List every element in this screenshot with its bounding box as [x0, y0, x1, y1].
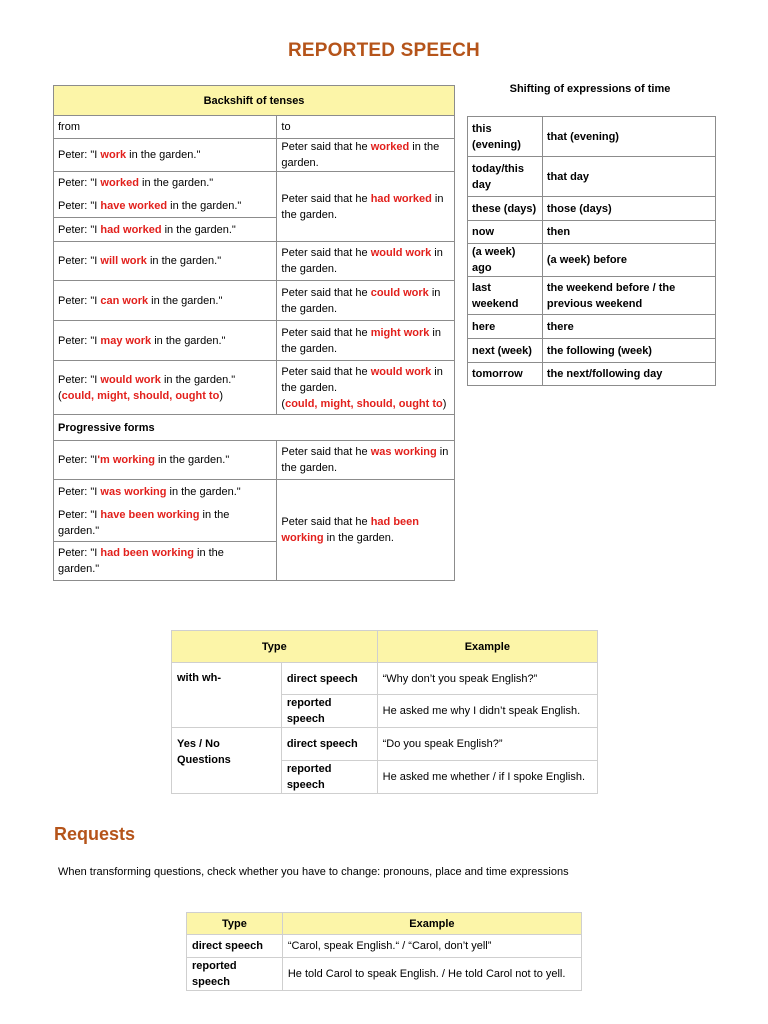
table-row: [172, 663, 598, 695]
col-to: to: [277, 116, 455, 139]
to-cell: Peter said that he had worked in the garden.: [277, 172, 455, 242]
garden-suffix: in the garden.: [323, 532, 394, 544]
table-row: [54, 480, 455, 505]
peter-prefix: Peter: "I: [58, 149, 101, 161]
time-from-cell: tomorrow: [468, 363, 543, 386]
from-cell: Peter: "I work in the garden.": [54, 139, 277, 172]
time-to-cell: the weekend before / the previous weekend: [542, 277, 715, 315]
peter-prefix: Peter: "I: [58, 373, 101, 386]
col-type: Type: [187, 913, 283, 935]
said-prefix: Peter said that he: [281, 192, 371, 205]
table-row: [468, 315, 716, 339]
time-to-cell: that (evening): [542, 117, 715, 157]
peter-prefix: Peter: "I: [58, 508, 101, 521]
to-cell: Peter said that he might work in the garden.: [277, 321, 455, 361]
peter-prefix: Peter: "I: [58, 334, 101, 347]
from-cell: Peter: "I may work in the garden.": [54, 321, 277, 361]
reported-label: reported speech: [187, 958, 283, 991]
garden-suffix: in the garden.": [155, 454, 230, 466]
time-to-cell: the following (week): [542, 339, 715, 363]
direct-label: direct speech: [281, 728, 377, 761]
table-row: [468, 197, 716, 221]
progressive-label: Progressive forms: [54, 415, 455, 441]
table-row: [54, 321, 455, 361]
peter-prefix: Peter: "I: [58, 177, 101, 190]
to-cell: Peter said that he would work in the garden.: [277, 242, 455, 281]
garden-suffix: in the garden.": [167, 199, 242, 212]
garden-suffix: in the: [199, 508, 230, 521]
reported-label: reported speech: [281, 761, 377, 794]
time-from-cell: (a week) ago: [468, 244, 543, 277]
time-to-cell: those (days): [542, 197, 715, 221]
time-to-cell: that day: [542, 157, 715, 197]
peter-prefix: Peter: "I: [58, 223, 101, 236]
table-row: [54, 242, 455, 281]
col-example: Example: [282, 913, 581, 935]
said-prefix: Peter said that he: [281, 516, 371, 528]
example-cell: “Carol, speak English.“ / “Carol, don’t yell”: [282, 935, 581, 958]
garden-suffix: in the garden.: [281, 247, 443, 275]
requests-table: [186, 912, 582, 991]
table-row: [468, 157, 716, 197]
peter-prefix: Peter: "I: [58, 486, 101, 499]
time-from-cell: these (days): [468, 197, 543, 221]
example-cell: He asked me whether / if I spoke English.: [377, 761, 597, 794]
from-cell: Peter: "I will work in the garden.": [54, 242, 277, 281]
garden-suffix: in the garden.: [281, 192, 444, 221]
requests-heading: Requests: [54, 824, 136, 844]
time-from-cell: now: [468, 221, 543, 244]
questions-table: [171, 630, 598, 794]
garden-suffix: in the garden.": [166, 486, 241, 499]
garden-suffix: in the garden.": [161, 223, 236, 236]
example-cell: “Why don’t you speak English?”: [377, 663, 597, 695]
garden-suffix: in the garden.": [160, 373, 236, 386]
time-to-cell: there: [542, 315, 715, 339]
time-from-cell: this (evening): [468, 117, 543, 157]
garden-suffix: in the garden.": [126, 149, 201, 161]
requests-note: When transforming questions, check whether you have to change: pronouns, place and time expressions: [58, 866, 569, 878]
backshift-table: [53, 85, 455, 581]
to-cell: Peter said that he was working in the garden.: [277, 441, 455, 480]
table-row: [468, 277, 716, 315]
garden-suffix: in the garden.: [281, 141, 440, 169]
peter-prefix: Peter: "I: [58, 255, 101, 267]
said-prefix: Peter said that he: [281, 326, 371, 339]
to-cell: Peter said that he had been working in the garden.: [277, 480, 455, 581]
yn-label: Yes / No Questions: [172, 728, 282, 794]
example-cell: He told Carol to speak English. / He told Carol not to yell.: [282, 958, 581, 991]
said-prefix: Peter said that he: [281, 365, 371, 378]
garden-suffix: in the garden.": [146, 255, 222, 267]
time-to-cell: (a week) before: [542, 244, 715, 277]
from-cell: Peter: "I have been working in the garden.": [54, 505, 277, 542]
said-prefix: Peter said that he: [281, 141, 371, 153]
backshift-header: Backshift of tenses: [54, 86, 455, 116]
reported-label: reported speech: [281, 695, 377, 728]
direct-label: direct speech: [187, 935, 283, 958]
table-row: [468, 339, 716, 363]
said-prefix: Peter said that he: [281, 446, 371, 458]
table-row: [172, 728, 598, 761]
time-to-cell: the next/following day: [542, 363, 715, 386]
col-example: Example: [377, 631, 597, 663]
time-from-cell: here: [468, 315, 543, 339]
table-row: [468, 221, 716, 244]
table-row: [54, 361, 455, 415]
time-from-cell: today/this day: [468, 157, 543, 197]
time-expressions-table: [467, 116, 716, 386]
page-title: REPORTED SPEECH: [288, 40, 480, 61]
time-table-caption: Shifting of expressions of time: [509, 83, 671, 95]
garden-suffix: in the: [193, 547, 224, 559]
table-row: [54, 139, 455, 172]
said-prefix: Peter said that he: [281, 247, 371, 259]
direct-label: direct speech: [281, 663, 377, 695]
said-prefix: Peter said that he: [281, 286, 371, 299]
col-from: from: [54, 116, 277, 139]
table-row: [187, 958, 582, 991]
from-cell: Peter: "I would work in the garden." (could, might, should, ought to): [54, 361, 277, 415]
table-row: [54, 172, 455, 195]
garden-suffix: in the garden.: [281, 446, 449, 474]
to-cell: Peter said that he worked in the garden.: [277, 139, 455, 172]
time-from-cell: last weekend: [468, 277, 543, 315]
from-cell: Peter: "I worked in the garden.": [54, 172, 277, 195]
from-cell: Peter: "I have worked in the garden.": [54, 195, 277, 218]
to-cell: Peter said that he would work in the garden. (could, might, should, ought to): [277, 361, 455, 415]
table-row: [54, 281, 455, 321]
table-row: [187, 935, 582, 958]
to-cell: Peter said that he could work in the garden.: [277, 281, 455, 321]
from-cell: Peter: "I'm working in the garden.": [54, 441, 277, 480]
peter-prefix: Peter: "I: [58, 294, 101, 307]
col-type: Type: [172, 631, 378, 663]
example-cell: “Do you speak English?”: [377, 728, 597, 761]
garden-suffix: in the garden.": [151, 334, 226, 347]
from-cell: Peter: "I can work in the garden.": [54, 281, 277, 321]
peter-prefix: Peter: "I: [58, 547, 101, 559]
example-cell: He asked me why I didn’t speak English.: [377, 695, 597, 728]
time-to-cell: then: [542, 221, 715, 244]
table-row: [468, 363, 716, 386]
table-row: [468, 117, 716, 157]
time-from-cell: next (week): [468, 339, 543, 363]
garden-suffix: in the garden.: [281, 286, 441, 315]
from-cell: Peter: "I had been working in the garden.": [54, 542, 277, 581]
from-cell: Peter: "I was working in the garden.": [54, 480, 277, 505]
garden-suffix: in the garden.": [138, 177, 214, 190]
from-cell: Peter: "I had worked in the garden.": [54, 218, 277, 242]
garden-suffix: in the garden.: [281, 365, 443, 394]
garden-suffix: in the garden.: [281, 326, 441, 355]
table-row: [54, 441, 455, 480]
peter-prefix: Peter: "I: [58, 199, 101, 212]
garden-suffix: in the garden.": [148, 294, 223, 307]
table-row: [468, 244, 716, 277]
wh-label: with wh-: [172, 663, 282, 728]
